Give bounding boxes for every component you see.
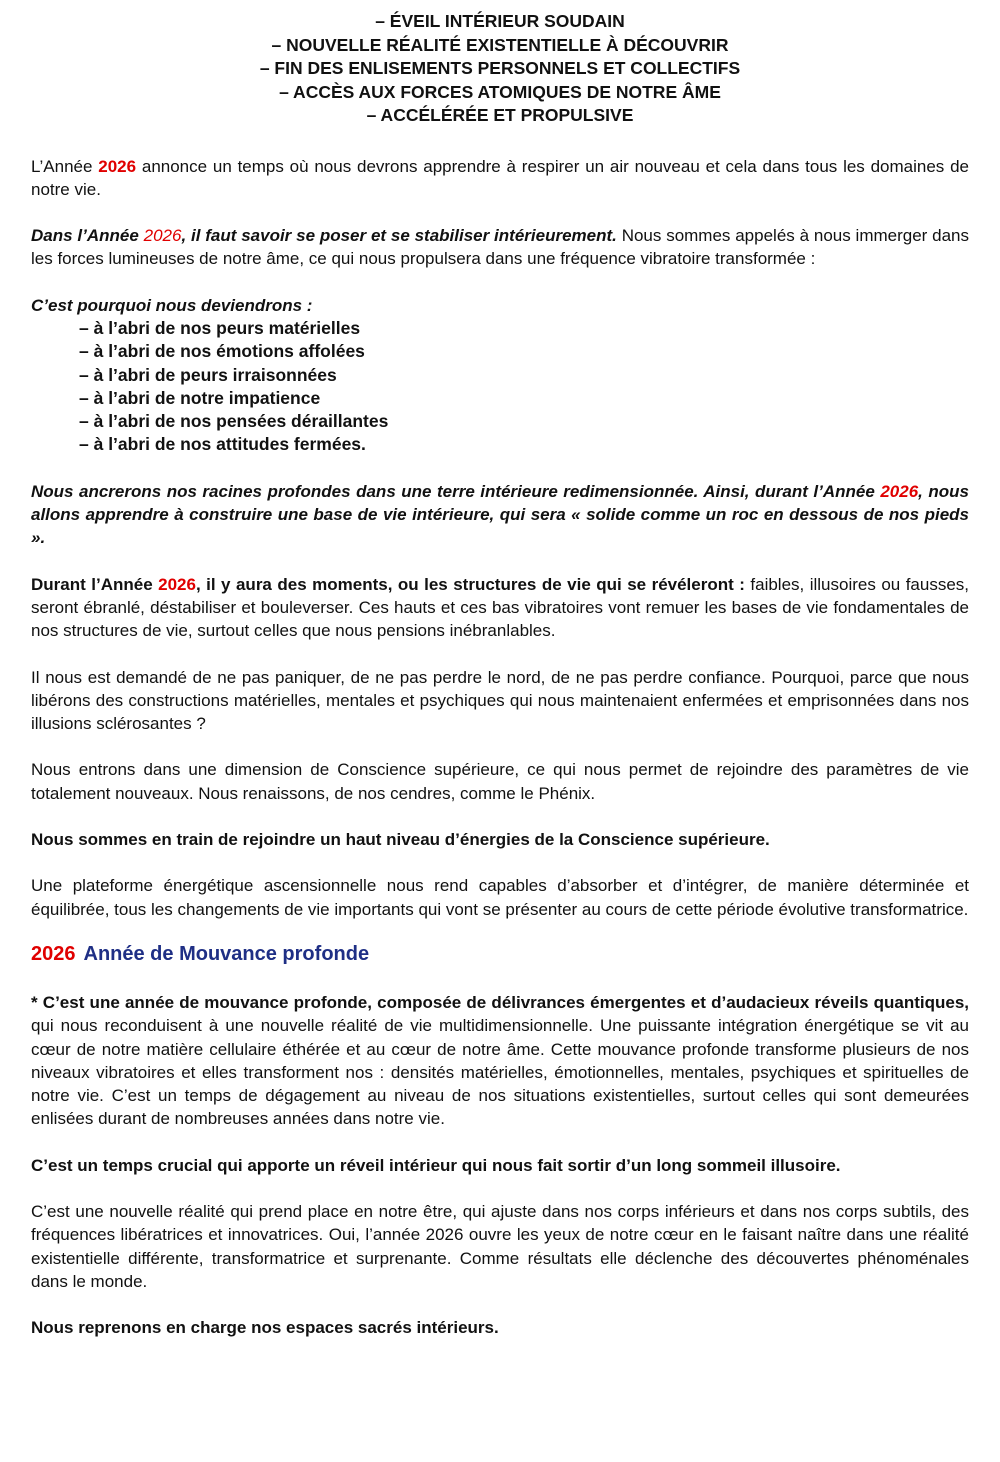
text: Nous ancrerons nos racines profondes dans une terre intérieure redimensionnée. Ainsi, durant l’Année [31, 481, 881, 501]
text: faibles, illusoires ou fausses, seront ébranlé, déstabiliser et bouleverser. Ces hauts et ces bas vibratoires vont remuer les bases de vie fondamentales de nos structures de vie, surtout celles que nous pensions inébranlables. [31, 574, 970, 641]
paragraph-stabilize [31, 224, 969, 271]
headline: – ACCÈS AUX FORCES ATOMIQUES DE NOTRE ÂME [279, 81, 721, 102]
emphasis: , il faut savoir se poser et se stabiliser intérieurement. [181, 226, 617, 246]
headline: – FIN DES ENLISEMENTS PERSONNELS ET COLLECTIFS [259, 58, 741, 78]
year-highlight: 2026 [880, 481, 919, 501]
list-item: – à l’abri de peurs irraisonnées [79, 364, 337, 385]
paragraph-intro [31, 155, 969, 202]
emphasis: Durant l’Année [31, 574, 159, 594]
list-item: – à l’abri de nos peurs matérielles [79, 317, 361, 338]
spacer [31, 271, 969, 294]
spacer [31, 128, 969, 155]
paragraph-new-reality: C’est une nouvelle réalité qui prend place en notre être, qui ajuste dans nos corps inférieurs et dans nos corps subtils, des fréquences libératrices et innovatrices. Oui, l’année 2026 ouvre les yeux de notre cœur en le faisant naître dans une réalité existentielle différente, transformatrice et surprenante. Comme résultats elle déclenche des découvertes phénoménales dans le monde. [31, 1202, 969, 1291]
section-title-text: Année de Mouvance profonde [83, 942, 370, 965]
section-year: 2026 [31, 942, 76, 965]
spacer [31, 1131, 969, 1154]
emphasis: * C’est une année de mouvance profonde, composée de délivrances émergentes et d’audacieux réveils quantiques, [31, 992, 969, 1012]
year-highlight: 2026 [98, 156, 137, 176]
spacer [31, 550, 969, 573]
spacer [31, 457, 969, 480]
text: qui nous reconduisent à une nouvelle réalité de vie multidimensionnelle. Une puissante intégration énergétique se vit au cœur de notre matière cellulaire éthérée et au cœur de notre âme. Cette mouvance profonde transforme plusieurs de nos niveaux vibratoires et elles transforment nos : densités matérielles, émotionnelles, mentales, psychiques et spirituelles de notre vie. C’est un temps de dégagement au niveau de nos situations existentielles, surtout celles qui sont demeurées enlisées durant de nombreuses années dans notre vie. [31, 1016, 969, 1129]
text: annonce un temps où nous devrons apprendre à respirer un air nouveau et cela dans tous les domaines de notre vie. [31, 156, 969, 199]
headline: – NOUVELLE RÉALITÉ EXISTENTIELLE À DÉCOUVRIR [271, 34, 729, 55]
list-item: – à l’abri de nos attitudes fermées. [79, 434, 366, 455]
list-item: – à l’abri de notre impatience [79, 387, 321, 408]
headline: – ACCÉLÉRÉE ET PROPULSIVE [366, 105, 634, 125]
spacer [31, 921, 969, 941]
paragraph-platform: Une plateforme énergétique ascensionnelle nous rend capables d’absorber et d’intégrer, de manière déterminée et équilibrée, tous les changements de vie importants qui vont se présenter au cours de cette période évolutive transformatrice. [31, 876, 969, 919]
spacer [31, 851, 969, 874]
section-heading [31, 941, 969, 967]
list-intro: C’est pourquoi nous deviendrons : [31, 295, 313, 315]
year-highlight: 2026 [158, 574, 196, 594]
spacer [31, 201, 969, 224]
paragraph-sacred-spaces: Nous reprenons en charge nos espaces sacrés intérieurs. [31, 1318, 499, 1338]
spacer [31, 735, 969, 758]
spacer [31, 1293, 969, 1316]
spacer [31, 1177, 969, 1200]
spacer [31, 643, 969, 666]
text: , nous allons apprendre à construire une base de vie intérieure, qui sera « solide comme un roc en dessous de nos pieds ». [31, 481, 969, 548]
headline-list [31, 10, 969, 128]
list-item: – à l’abri de nos émotions affolées [79, 341, 365, 362]
paragraph-roots [31, 480, 969, 550]
spacer [31, 967, 969, 991]
emphasis: , il y aura des moments, ou les structures de vie qui se révéleront : [195, 574, 745, 594]
text: Nous sommes appelés à nous immerger dans les forces lumineuses de notre âme, ce qui nous propulsera dans une fréquence vibratoire transformée : [31, 226, 970, 269]
paragraph-high-level: Nous sommes en train de rejoindre un haut niveau d’énergies de la Conscience supérieure. [31, 830, 770, 850]
year-highlight: 2026 [143, 226, 182, 246]
paragraph-conscience: Nous entrons dans une dimension de Conscience supérieure, ce qui nous permet de rejoindre des paramètres de vie totalement nouveaux. Nous renaissons, de nos cendres, comme le Phénix. [31, 760, 969, 803]
paragraph-mouvance [31, 991, 969, 1131]
paragraph-no-panic: Il nous est demandé de ne pas paniquer, de ne pas perdre le nord, de ne pas perdre confiance. Pourquoi, parce que nous libérons des constructions matérielles, mentales et psychiques qui nous maintenaient enfermées et emprisonnées dans nos illusions sclérosantes ? [31, 667, 969, 734]
text: L’Année [31, 156, 99, 176]
paragraph-crucial: C’est un temps crucial qui apporte un réveil intérieur qui nous fait sortir d’un long sommeil illusoire. [31, 1155, 841, 1175]
spacer [31, 805, 969, 828]
paragraph-structures [31, 573, 969, 643]
shelter-list [31, 317, 969, 457]
emphasis: Dans l’Année [31, 226, 144, 246]
list-item: – à l’abri de nos pensées déraillantes [79, 411, 389, 432]
headline: – ÉVEIL INTÉRIEUR SOUDAIN [375, 11, 625, 31]
